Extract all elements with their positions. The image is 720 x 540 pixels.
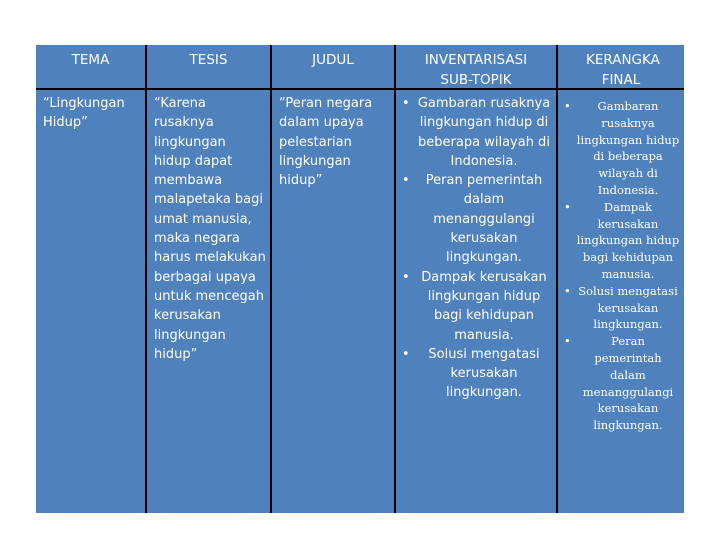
header-inventarisasi: INVENTARISASI SUB-TOPIK xyxy=(396,45,556,88)
outline-table xyxy=(36,45,684,513)
kerangka-final-list xyxy=(562,98,680,434)
list-item: • Solusi mengatasi kerusakan lingkungan. xyxy=(562,283,680,333)
header-tesis: TESIS xyxy=(147,45,270,88)
header-judul: JUDUL xyxy=(272,45,394,88)
cell-kerangka-final xyxy=(558,90,684,513)
list-item: • Peran pemerintah dalam menanggulangi kerusakan lingkungan. xyxy=(562,333,680,434)
inventarisasi-list xyxy=(400,94,552,403)
cell-inventarisasi xyxy=(396,90,556,513)
list-item: • Gambaran rusaknya lingkungan hidup di beberapa wilayah di Indonesia. xyxy=(400,94,552,171)
header-tema: TEMA xyxy=(36,45,145,88)
cell-tesis: “Karena rusaknya lingkungan hidup dapat membawa malapetaka bagi umat manusia, maka negara harus melakukan berbagai upaya untuk mencegah kerusakan lingkungan hidup” xyxy=(147,90,270,513)
cell-tema: “Lingkungan Hidup” xyxy=(36,90,145,513)
list-item: • Gambaran rusaknya lingkungan hidup di beberapa wilayah di Indonesia. xyxy=(562,98,680,199)
list-item: • Peran pemerintah dalam menanggulangi kerusakan lingkungan. xyxy=(400,171,552,267)
list-item: • Solusi mengatasi kerusakan lingkungan. xyxy=(400,345,552,403)
list-item: • Dampak kerusakan lingkungan hidup bagi kehidupan manusia. xyxy=(562,199,680,283)
header-kerangka-final: KERANGKA FINAL xyxy=(558,45,684,88)
cell-judul: “Peran negara dalam upaya pelestarian lingkungan hidup” xyxy=(272,90,394,513)
list-item: • Dampak kerusakan lingkungan hidup bagi kehidupan manusia. xyxy=(400,268,552,345)
